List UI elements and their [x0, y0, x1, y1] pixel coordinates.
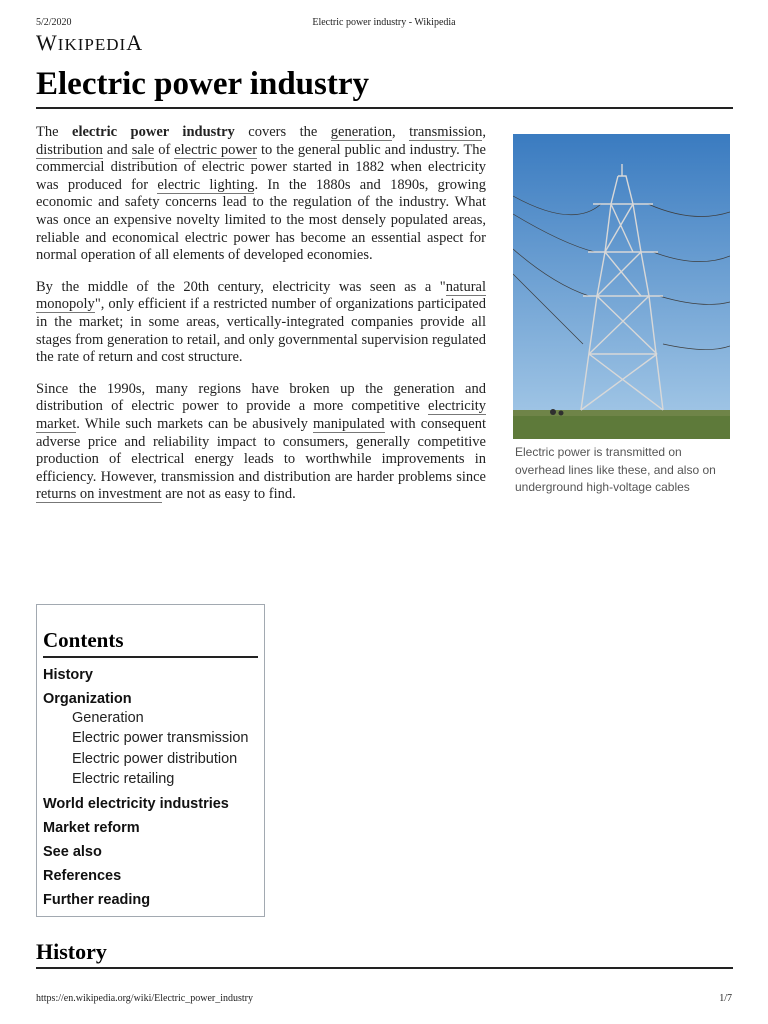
- toc-link[interactable]: History: [43, 667, 93, 683]
- text-run: with consequent adverse price and reliability impact to consumers, generally competitive production of electrical energy leads to worthwhile improvements in efficiency. However, transmission and distribution are harder problems since: [36, 415, 486, 485]
- text-run: The: [36, 124, 73, 140]
- text-run: to the general public and industry. The commercial distribution of electric power started in 1882 when electricity was produced for: [36, 141, 486, 193]
- toc-link[interactable]: See also: [43, 844, 102, 861]
- page-title: Electric power industry: [36, 63, 733, 109]
- toc-item-organization[interactable]: [43, 687, 258, 789]
- text-run: . While such markets can be abusively: [76, 415, 313, 432]
- text-run: Since the 1990s, many regions have broken up the generation and distribution of electric power to provide a more competitive: [36, 380, 486, 415]
- text-run: and: [102, 141, 132, 158]
- toc-item-world-electricity-industries[interactable]: [43, 792, 258, 816]
- print-date: 5/2/2020: [36, 17, 72, 28]
- inline-link[interactable]: transmission: [409, 124, 483, 140]
- article-body: [36, 124, 733, 518]
- inline-link[interactable]: distribution: [36, 141, 103, 158]
- toc-link[interactable]: Market reform: [43, 820, 140, 837]
- transmission-tower-image[interactable]: [513, 134, 730, 439]
- inline-link[interactable]: generation: [330, 124, 392, 140]
- inline-link[interactable]: electric power: [174, 141, 258, 158]
- lead-image-box: [513, 134, 731, 497]
- toc-subitem-electric-power-transmission[interactable]: Electric power transmission: [72, 730, 249, 747]
- toc-title: Contents: [43, 627, 258, 658]
- text-run: ,: [391, 124, 410, 140]
- text-run: of: [154, 141, 175, 158]
- toc-link[interactable]: References: [43, 868, 122, 885]
- print-title: Electric power industry - Wikipedia: [312, 17, 456, 28]
- print-url: https://en.wikipedia.org/wiki/Electric_power_industry: [36, 993, 253, 1004]
- inline-link[interactable]: electricity market: [36, 398, 486, 432]
- table-of-contents: [36, 604, 265, 917]
- toc-item-references[interactable]: [43, 864, 258, 888]
- wikipedia-wordmark[interactable]: [36, 30, 143, 56]
- inline-link[interactable]: returns on investment: [36, 486, 162, 503]
- toc-subitem-electric-retailing[interactable]: Electric retailing: [72, 770, 175, 787]
- toc-item-history[interactable]: [43, 663, 258, 687]
- toc-sublist: [43, 708, 258, 789]
- bold-term: electric power industry: [72, 124, 235, 140]
- toc-link[interactable]: World electricity industries: [43, 796, 229, 812]
- text-run: ", only efficient if a restricted number of organizations participated in the market; in some areas, vertically-integrated companies provide all stages from generation to retail, and only governmental supervision regulated the rate of return and cost structure.: [36, 296, 486, 366]
- text-run: By the middle of the 20th century, electricity was seen as a ": [36, 278, 446, 295]
- print-footer: [36, 993, 732, 1005]
- inline-link[interactable]: sale: [131, 141, 155, 158]
- toc-subitem-electric-power-distribution[interactable]: Electric power distribution: [72, 750, 238, 767]
- text-run: are not as easy to find.: [161, 486, 296, 503]
- toc-link[interactable]: Further reading: [43, 892, 151, 909]
- text-run: . In the 1880s and 1890s, growing economic and safety concerns lead to the regulation of the industry. What was once an expensive novelty limited to the most densely populated areas, reliable and economical electric power has become an essential aspect for normal operation of all elements of developed economies.: [36, 176, 486, 264]
- toc-list: [43, 663, 258, 912]
- toc-item-see-also[interactable]: [43, 840, 258, 864]
- toc-item-further-reading[interactable]: [43, 888, 258, 912]
- inline-link[interactable]: electric lighting: [157, 176, 255, 193]
- toc-subitem-generation[interactable]: Generation: [72, 710, 144, 727]
- inline-link[interactable]: natural monopoly: [36, 278, 486, 313]
- image-caption: Electric power is transmitted on overhead lines like these, and also on underground high-voltage cables: [515, 445, 716, 494]
- text-run: ,: [482, 124, 486, 140]
- section-heading-history: History: [36, 938, 733, 969]
- print-header: [36, 17, 732, 29]
- toc-link[interactable]: Organization: [43, 691, 132, 708]
- wordmark-text: WIKIPEDIA: [36, 30, 144, 55]
- page-number: 1/7: [719, 993, 732, 1004]
- inline-link[interactable]: manipulated: [313, 415, 385, 432]
- text-run: covers the: [234, 124, 331, 140]
- toc-item-market-reform[interactable]: [43, 816, 258, 840]
